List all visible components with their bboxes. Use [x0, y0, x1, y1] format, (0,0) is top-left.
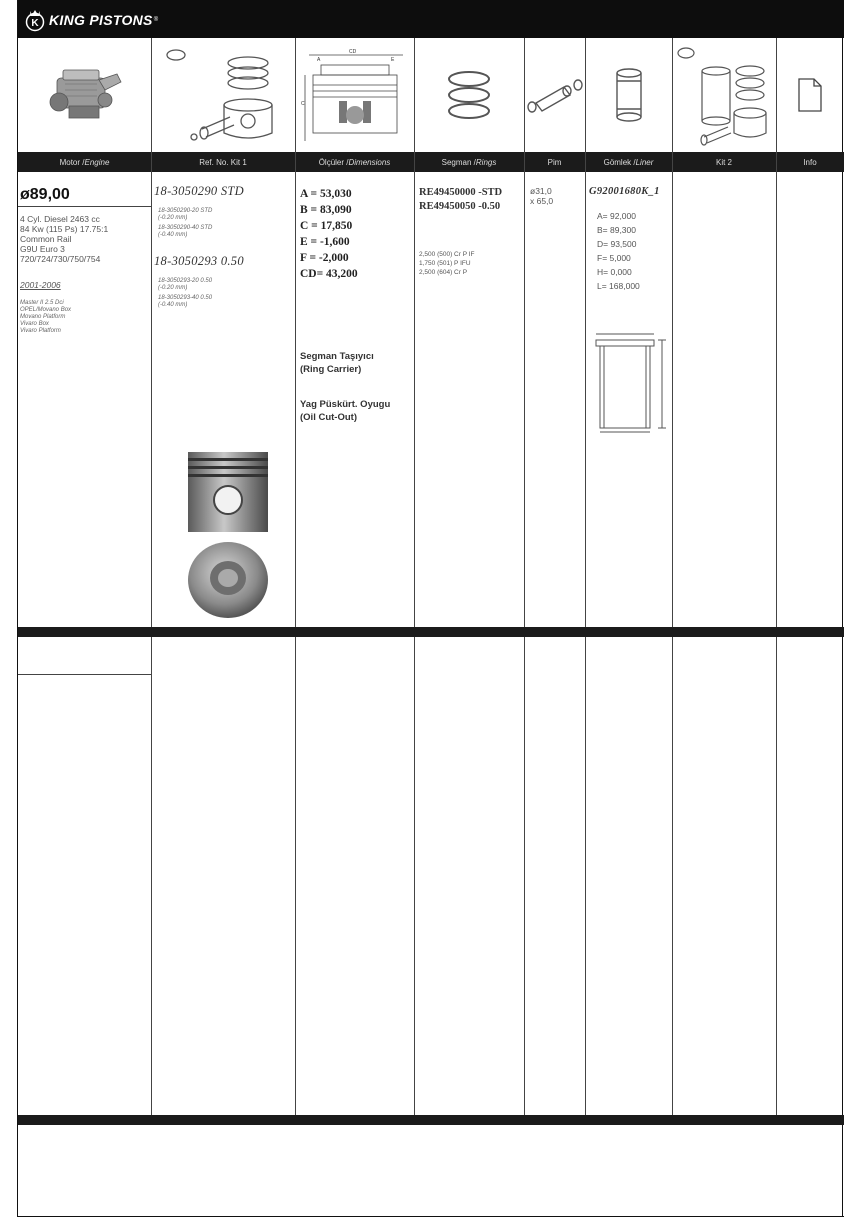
svg-text:K: K	[31, 18, 39, 29]
document-icon	[776, 38, 844, 152]
column-divider	[151, 38, 152, 1115]
column-divider	[414, 38, 415, 1115]
liner-dimensions: A= 92,000 B= 89,300 D= 93,500 F= 5,000 H= 0,000 L= 168,000	[597, 211, 640, 291]
section-separator	[18, 1115, 844, 1125]
engine-icon	[18, 38, 151, 152]
svg-text:A: A	[316, 57, 320, 63]
oil-cutout-note: Yag Püskürt. Oyugu (Oil Cut-Out)	[300, 399, 391, 423]
column-divider	[295, 38, 296, 1115]
column-divider	[524, 38, 525, 1115]
section-separator	[18, 627, 844, 637]
liner-icon	[585, 38, 672, 152]
brand-reg: ®	[153, 17, 159, 23]
piston-dimensions: A = 53,030 B = 83,090 C = 17,850 E = -1,600 F = -2,000 CD= 43,200	[300, 188, 358, 280]
catalog-page	[17, 0, 843, 1217]
kit1-std-variants: 18-3050290-20 STD (-0.20 mm) 18-3050290-40 STD (-0.40 mm)	[158, 208, 213, 238]
engine-specs: 4 Cyl. Diesel 2463 cc 84 Kw (115 Ps) 17.75:1 Common Rail G9U Euro 3 720/724/730/750/754	[20, 214, 109, 264]
kit1-ref-std: 18-3050290 STD	[154, 184, 244, 198]
brand-name: KING PISTONS	[49, 12, 153, 28]
ring-codes: RE49450000 -STD RE49450050 -0.50	[419, 187, 503, 212]
vehicle-models: Master II 2.5 Dci OPEL/Movano Box Movano Platform Vivaro Box Vivaro Platform	[20, 300, 72, 334]
liner-code: G92001680K_1	[589, 186, 660, 197]
header-motor: Motor / Engine	[59, 157, 110, 167]
pin-icon	[524, 38, 585, 152]
header-liner: Gömlek / Liner	[603, 157, 654, 167]
rings-icon	[414, 38, 524, 152]
bore-underline	[18, 206, 151, 207]
svg-text:C: C	[300, 101, 305, 107]
piston-dimension-icon	[295, 38, 414, 152]
svg-text:CD: CD	[348, 49, 356, 55]
header-kit2: Kit 2	[715, 157, 732, 167]
liner-drawing	[592, 330, 670, 436]
column-header-row	[18, 152, 844, 172]
empty-bore-underline	[18, 674, 151, 675]
kit1-ref-050: 18-3050293 0.50	[154, 254, 244, 268]
kit1-050-variants: 18-3050293-20 0.50 (-0.20 mm) 18-3050293-40 0.50 (-0.40 mm)	[158, 278, 213, 308]
column-divider	[776, 38, 777, 1115]
header-dimensions: Ölçüler / Dimensions	[318, 157, 391, 167]
icon-row	[18, 38, 844, 152]
column-divider	[672, 38, 673, 1115]
piston-photo	[178, 450, 278, 622]
piston-kit-icon	[151, 38, 295, 152]
column-divider	[585, 38, 586, 1115]
pin-dimensions: ø31,0 x 65,0	[530, 186, 554, 206]
svg-text:E: E	[390, 57, 394, 63]
header-ref: Ref. No. Kit 1	[199, 157, 247, 167]
ring-carrier-note: Segman Taşıyıcı (Ring Carrier)	[300, 351, 374, 375]
header-rings: Segman / Rings	[441, 157, 497, 167]
bore-diameter: ø89,00	[20, 186, 70, 203]
brand-logo	[24, 7, 158, 33]
brand-bar	[18, 0, 844, 38]
ring-specs: 2,500 (500) Cr P IF 1,750 (501) P IFU 2,500 (604) Cr P	[419, 251, 475, 276]
header-info: Info	[803, 157, 817, 167]
full-kit-icon	[672, 38, 776, 152]
header-pin: Pim	[547, 157, 562, 167]
engine-years: 2001-2006	[20, 280, 61, 290]
crown-k-icon	[24, 8, 46, 32]
